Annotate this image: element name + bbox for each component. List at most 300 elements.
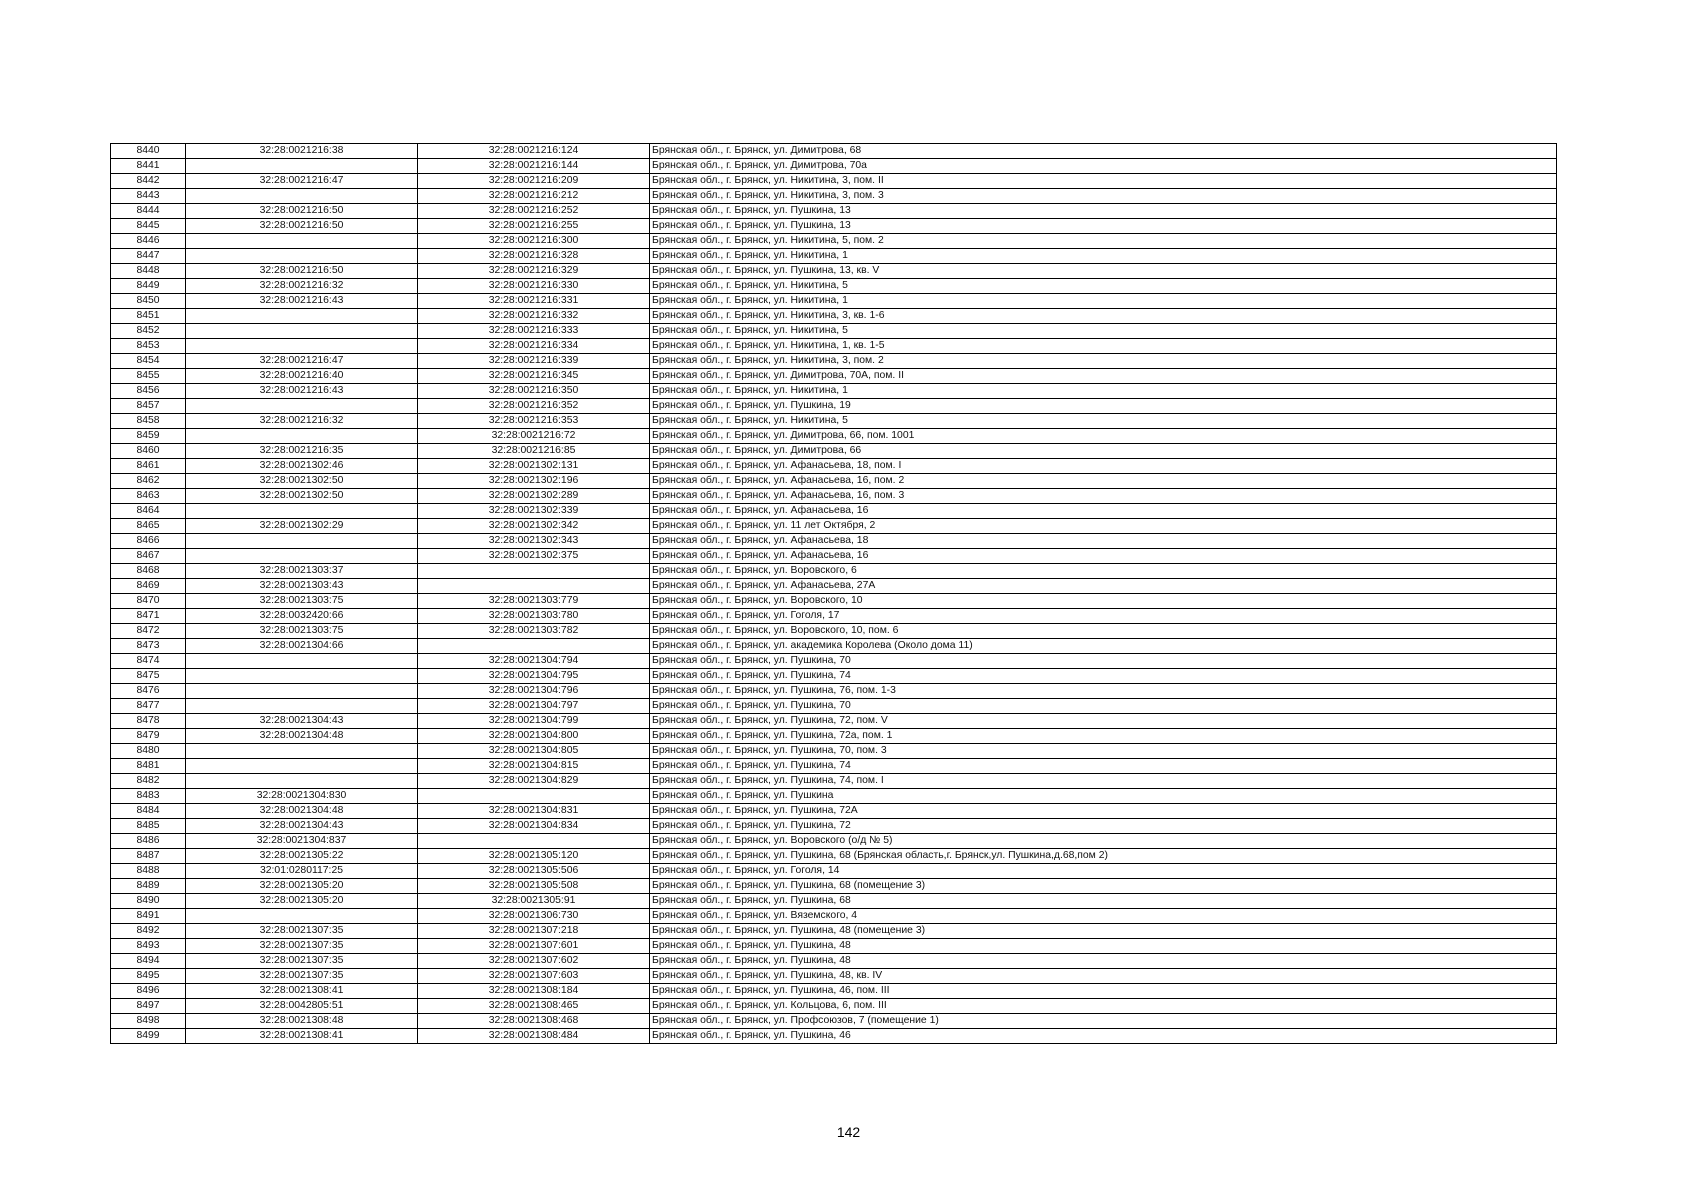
table-row — [111, 579, 1557, 594]
object-number-cell: 32:28:0021216:339 — [418, 354, 650, 369]
land-parcel-number-cell: 32:28:0021216:38 — [186, 144, 418, 159]
object-number-cell: 32:28:0021216:334 — [418, 339, 650, 354]
table-row — [111, 144, 1557, 159]
land-parcel-number-cell — [186, 534, 418, 549]
object-number-cell: 32:28:0021307:601 — [418, 939, 650, 954]
row-number-cell: 8479 — [111, 729, 186, 744]
object-number-cell — [418, 789, 650, 804]
address-cell: Брянская обл., г. Брянск, ул. Пушкина, 70 — [650, 654, 1557, 669]
address-cell: Брянская обл., г. Брянск, ул. Пушкина, 46, пом. III — [650, 984, 1557, 999]
object-number-cell: 32:28:0021308:468 — [418, 1014, 650, 1029]
object-number-cell: 32:28:0021305:91 — [418, 894, 650, 909]
row-number-cell: 8444 — [111, 204, 186, 219]
row-number-cell: 8484 — [111, 804, 186, 819]
land-parcel-number-cell: 32:28:0021216:32 — [186, 414, 418, 429]
object-number-cell: 32:28:0021303:782 — [418, 624, 650, 639]
row-number-cell: 8440 — [111, 144, 186, 159]
address-cell: Брянская обл., г. Брянск, ул. Никитина, 5, пом. 2 — [650, 234, 1557, 249]
land-parcel-number-cell: 32:28:0021307:35 — [186, 954, 418, 969]
row-number-cell: 8443 — [111, 189, 186, 204]
table-row — [111, 684, 1557, 699]
address-cell: Брянская обл., г. Брянск, ул. Пушкина, 74, пом. I — [650, 774, 1557, 789]
land-parcel-number-cell — [186, 234, 418, 249]
object-number-cell: 32:28:0021304:796 — [418, 684, 650, 699]
address-cell: Брянская обл., г. Брянск, ул. Пушкина, 13 — [650, 219, 1557, 234]
address-cell: Брянская обл., г. Брянск, ул. Пушкина, 19 — [650, 399, 1557, 414]
table-row — [111, 804, 1557, 819]
table-row — [111, 699, 1557, 714]
address-cell: Брянская обл., г. Брянск, ул. Никитина, 1 — [650, 384, 1557, 399]
row-number-cell: 8457 — [111, 399, 186, 414]
land-parcel-number-cell — [186, 324, 418, 339]
table-row — [111, 654, 1557, 669]
land-parcel-number-cell: 32:28:0021304:66 — [186, 639, 418, 654]
land-parcel-number-cell: 32:28:0021304:43 — [186, 819, 418, 834]
land-parcel-number-cell: 32:28:0021308:41 — [186, 1029, 418, 1044]
row-number-cell: 8481 — [111, 759, 186, 774]
land-parcel-number-cell — [186, 399, 418, 414]
row-number-cell: 8482 — [111, 774, 186, 789]
address-cell: Брянская обл., г. Брянск, ул. Никитина, 1 — [650, 249, 1557, 264]
row-number-cell: 8459 — [111, 429, 186, 444]
land-parcel-number-cell: 32:28:0021216:43 — [186, 294, 418, 309]
row-number-cell: 8485 — [111, 819, 186, 834]
row-number-cell: 8442 — [111, 174, 186, 189]
address-cell: Брянская обл., г. Брянск, ул. Никитина, 3, пом. 2 — [650, 354, 1557, 369]
object-number-cell: 32:28:0021216:328 — [418, 249, 650, 264]
row-number-cell: 8499 — [111, 1029, 186, 1044]
table-row — [111, 849, 1557, 864]
land-parcel-number-cell — [186, 909, 418, 924]
land-parcel-number-cell — [186, 429, 418, 444]
address-cell: Брянская обл., г. Брянск, ул. Афанасьева, 18, пом. I — [650, 459, 1557, 474]
table-row — [111, 624, 1557, 639]
address-cell: Брянская обл., г. Брянск, ул. Профсоюзов, 7 (помещение 1) — [650, 1014, 1557, 1029]
row-number-cell: 8465 — [111, 519, 186, 534]
land-parcel-number-cell: 32:28:0021216:50 — [186, 204, 418, 219]
land-parcel-number-cell: 32:28:0021302:29 — [186, 519, 418, 534]
land-parcel-number-cell — [186, 774, 418, 789]
table-row — [111, 549, 1557, 564]
table-row — [111, 429, 1557, 444]
row-number-cell: 8493 — [111, 939, 186, 954]
address-cell: Брянская обл., г. Брянск, ул. Пушкина, 13 — [650, 204, 1557, 219]
land-parcel-number-cell: 32:28:0021302:46 — [186, 459, 418, 474]
land-parcel-number-cell — [186, 309, 418, 324]
table-row — [111, 354, 1557, 369]
table-row — [111, 939, 1557, 954]
object-number-cell — [418, 564, 650, 579]
land-parcel-number-cell: 32:28:0021304:43 — [186, 714, 418, 729]
table-row — [111, 609, 1557, 624]
table-row — [111, 309, 1557, 324]
address-cell: Брянская обл., г. Брянск, ул. Никитина, 3, кв. 1-6 — [650, 309, 1557, 324]
address-cell: Брянская обл., г. Брянск, ул. Вяземского, 4 — [650, 909, 1557, 924]
row-number-cell: 8497 — [111, 999, 186, 1014]
row-number-cell: 8487 — [111, 849, 186, 864]
object-number-cell: 32:28:0021216:212 — [418, 189, 650, 204]
object-number-cell: 32:28:0021306:730 — [418, 909, 650, 924]
row-number-cell: 8486 — [111, 834, 186, 849]
object-number-cell: 32:28:0021303:779 — [418, 594, 650, 609]
row-number-cell: 8470 — [111, 594, 186, 609]
address-cell: Брянская обл., г. Брянск, ул. Пушкина — [650, 789, 1557, 804]
object-number-cell — [418, 579, 650, 594]
table-row — [111, 1029, 1557, 1044]
address-cell: Брянская обл., г. Брянск, ул. Димитрова, 66, пом. 1001 — [650, 429, 1557, 444]
table-row — [111, 474, 1557, 489]
address-cell: Брянская обл., г. Брянск, ул. 11 лет Октября, 2 — [650, 519, 1557, 534]
row-number-cell: 8463 — [111, 489, 186, 504]
address-cell: Брянская обл., г. Брянск, ул. Пушкина, 68 (Брянская область,г. Брянск,ул. Пушкина,д.68,пом 2) — [650, 849, 1557, 864]
object-number-cell: 32:28:0021216:333 — [418, 324, 650, 339]
address-cell: Брянская обл., г. Брянск, ул. Пушкина, 48 — [650, 939, 1557, 954]
row-number-cell: 8492 — [111, 924, 186, 939]
row-number-cell: 8451 — [111, 309, 186, 324]
land-parcel-number-cell: 32:28:0021216:47 — [186, 354, 418, 369]
object-number-cell: 32:28:0021216:330 — [418, 279, 650, 294]
address-cell: Брянская обл., г. Брянск, ул. Пушкина, 48 — [650, 954, 1557, 969]
address-cell: Брянская обл., г. Брянск, ул. Афанасьева, 16 — [650, 504, 1557, 519]
address-cell: Брянская обл., г. Брянск, ул. Пушкина, 72а, пом. 1 — [650, 729, 1557, 744]
object-number-cell: 32:28:0021216:252 — [418, 204, 650, 219]
address-cell: Брянская обл., г. Брянск, ул. Пушкина, 48 (помещение 3) — [650, 924, 1557, 939]
land-parcel-number-cell: 32:28:0021216:50 — [186, 219, 418, 234]
land-parcel-number-cell: 32:28:0032420:66 — [186, 609, 418, 624]
land-parcel-number-cell: 32:28:0021216:50 — [186, 264, 418, 279]
table-row — [111, 834, 1557, 849]
object-number-cell: 32:28:0021303:780 — [418, 609, 650, 624]
object-number-cell: 32:28:0021216:352 — [418, 399, 650, 414]
table-row — [111, 879, 1557, 894]
row-number-cell: 8441 — [111, 159, 186, 174]
land-parcel-number-cell: 32:28:0021304:830 — [186, 789, 418, 804]
land-parcel-number-cell: 32:28:0021303:75 — [186, 594, 418, 609]
table-row — [111, 999, 1557, 1014]
table-row — [111, 759, 1557, 774]
address-cell: Брянская обл., г. Брянск, ул. академика Королева (Около дома 11) — [650, 639, 1557, 654]
address-cell: Брянская обл., г. Брянск, ул. Димитрова, 68 — [650, 144, 1557, 159]
row-number-cell: 8445 — [111, 219, 186, 234]
table-row — [111, 984, 1557, 999]
table-row — [111, 279, 1557, 294]
address-cell: Брянская обл., г. Брянск, ул. Никитина, 5 — [650, 414, 1557, 429]
object-number-cell: 32:28:0021216:300 — [418, 234, 650, 249]
row-number-cell: 8498 — [111, 1014, 186, 1029]
row-number-cell: 8464 — [111, 504, 186, 519]
land-parcel-number-cell: 32:28:0021216:40 — [186, 369, 418, 384]
table-row — [111, 774, 1557, 789]
address-cell: Брянская обл., г. Брянск, ул. Пушкина, 74 — [650, 669, 1557, 684]
land-parcel-number-cell: 32:28:0021307:35 — [186, 924, 418, 939]
land-parcel-number-cell: 32:01:0280117:25 — [186, 864, 418, 879]
row-number-cell: 8496 — [111, 984, 186, 999]
row-number-cell: 8447 — [111, 249, 186, 264]
row-number-cell: 8474 — [111, 654, 186, 669]
object-number-cell: 32:28:0021302:196 — [418, 474, 650, 489]
row-number-cell: 8453 — [111, 339, 186, 354]
table-row — [111, 219, 1557, 234]
land-parcel-number-cell: 32:28:0021216:47 — [186, 174, 418, 189]
object-number-cell: 32:28:0021308:184 — [418, 984, 650, 999]
land-parcel-number-cell — [186, 669, 418, 684]
land-parcel-number-cell: 32:28:0021302:50 — [186, 474, 418, 489]
object-number-cell: 32:28:0021305:120 — [418, 849, 650, 864]
table-row — [111, 954, 1557, 969]
address-cell: Брянская обл., г. Брянск, ул. Димитрова, 66 — [650, 444, 1557, 459]
land-parcel-number-cell: 32:28:0021303:37 — [186, 564, 418, 579]
address-cell: Брянская обл., г. Брянск, ул. Никитина, 1, кв. 1-5 — [650, 339, 1557, 354]
table-row — [111, 1014, 1557, 1029]
table-row — [111, 264, 1557, 279]
object-number-cell: 32:28:0021304:805 — [418, 744, 650, 759]
table-row — [111, 969, 1557, 984]
row-number-cell: 8491 — [111, 909, 186, 924]
table-row — [111, 234, 1557, 249]
land-parcel-number-cell — [186, 504, 418, 519]
address-cell: Брянская обл., г. Брянск, ул. Пушкина, 13, кв. V — [650, 264, 1557, 279]
land-parcel-number-cell — [186, 189, 418, 204]
row-number-cell: 8471 — [111, 609, 186, 624]
object-number-cell: 32:28:0021305:508 — [418, 879, 650, 894]
address-cell: Брянская обл., г. Брянск, ул. Кольцова, 6, пом. III — [650, 999, 1557, 1014]
land-parcel-number-cell — [186, 759, 418, 774]
row-number-cell: 8466 — [111, 534, 186, 549]
address-cell: Брянская обл., г. Брянск, ул. Пушкина, 76, пом. 1-3 — [650, 684, 1557, 699]
object-number-cell — [418, 639, 650, 654]
page-number: 142 — [836, 1124, 861, 1140]
object-number-cell: 32:28:0021308:484 — [418, 1029, 650, 1044]
land-parcel-number-cell — [186, 744, 418, 759]
address-cell: Брянская обл., г. Брянск, ул. Гоголя, 17 — [650, 609, 1557, 624]
object-number-cell: 32:28:0021302:375 — [418, 549, 650, 564]
object-number-cell: 32:28:0021307:602 — [418, 954, 650, 969]
land-parcel-number-cell: 32:28:0021307:35 — [186, 969, 418, 984]
table-row — [111, 339, 1557, 354]
table-row — [111, 789, 1557, 804]
land-parcel-number-cell: 32:28:0021305:20 — [186, 894, 418, 909]
address-cell: Брянская обл., г. Брянск, ул. Пушкина, 74 — [650, 759, 1557, 774]
table-row — [111, 714, 1557, 729]
address-cell: Брянская обл., г. Брянск, ул. Пушкина, 72, пом. V — [650, 714, 1557, 729]
object-number-cell: 32:28:0021304:815 — [418, 759, 650, 774]
address-cell: Брянская обл., г. Брянск, ул. Никитина, 1 — [650, 294, 1557, 309]
address-cell: Брянская обл., г. Брянск, ул. Никитина, 5 — [650, 279, 1557, 294]
land-parcel-number-cell: 32:28:0021307:35 — [186, 939, 418, 954]
row-number-cell: 8488 — [111, 864, 186, 879]
land-parcel-number-cell: 32:28:0021303:43 — [186, 579, 418, 594]
land-parcel-number-cell: 32:28:0021216:43 — [186, 384, 418, 399]
object-number-cell: 32:28:0021307:218 — [418, 924, 650, 939]
land-parcel-number-cell — [186, 654, 418, 669]
table-row — [111, 864, 1557, 879]
cadastral-table — [110, 143, 1557, 1044]
row-number-cell: 8483 — [111, 789, 186, 804]
land-parcel-number-cell: 32:28:0021216:35 — [186, 444, 418, 459]
table-row — [111, 399, 1557, 414]
row-number-cell: 8458 — [111, 414, 186, 429]
address-cell: Брянская обл., г. Брянск, ул. Пушкина, 70 — [650, 699, 1557, 714]
address-cell: Брянская обл., г. Брянск, ул. Воровского, 6 — [650, 564, 1557, 579]
row-number-cell: 8450 — [111, 294, 186, 309]
row-number-cell: 8473 — [111, 639, 186, 654]
row-number-cell: 8461 — [111, 459, 186, 474]
object-number-cell — [418, 834, 650, 849]
object-number-cell: 32:28:0021304:795 — [418, 669, 650, 684]
table-row — [111, 909, 1557, 924]
row-number-cell: 8468 — [111, 564, 186, 579]
address-cell: Брянская обл., г. Брянск, ул. Воровского, 10 — [650, 594, 1557, 609]
address-cell: Брянская обл., г. Брянск, ул. Афанасьева, 16, пом. 3 — [650, 489, 1557, 504]
object-number-cell: 32:28:0021216:124 — [418, 144, 650, 159]
row-number-cell: 8452 — [111, 324, 186, 339]
object-number-cell: 32:28:0021216:144 — [418, 159, 650, 174]
land-parcel-number-cell — [186, 159, 418, 174]
row-number-cell: 8478 — [111, 714, 186, 729]
address-cell: Брянская обл., г. Брянск, ул. Пушкина, 68 — [650, 894, 1557, 909]
row-number-cell: 8469 — [111, 579, 186, 594]
table-row — [111, 324, 1557, 339]
table-row — [111, 639, 1557, 654]
row-number-cell: 8475 — [111, 669, 186, 684]
address-cell: Брянская обл., г. Брянск, ул. Воровского, 10, пом. 6 — [650, 624, 1557, 639]
land-parcel-number-cell: 32:28:0042805:51 — [186, 999, 418, 1014]
land-parcel-number-cell — [186, 549, 418, 564]
row-number-cell: 8489 — [111, 879, 186, 894]
object-number-cell: 32:28:0021216:255 — [418, 219, 650, 234]
table-row — [111, 489, 1557, 504]
object-number-cell: 32:28:0021216:353 — [418, 414, 650, 429]
table-row — [111, 924, 1557, 939]
object-number-cell: 32:28:0021302:131 — [418, 459, 650, 474]
table-row — [111, 174, 1557, 189]
land-parcel-number-cell — [186, 339, 418, 354]
object-number-cell: 32:28:0021216:85 — [418, 444, 650, 459]
object-number-cell: 32:28:0021302:343 — [418, 534, 650, 549]
object-number-cell: 32:28:0021304:834 — [418, 819, 650, 834]
table-row — [111, 444, 1557, 459]
table-row — [111, 519, 1557, 534]
land-parcel-number-cell: 32:28:0021216:32 — [186, 279, 418, 294]
address-cell: Брянская обл., г. Брянск, ул. Димитрова, 70А, пом. II — [650, 369, 1557, 384]
table-row — [111, 564, 1557, 579]
object-number-cell: 32:28:0021304:829 — [418, 774, 650, 789]
table-row — [111, 744, 1557, 759]
row-number-cell: 8456 — [111, 384, 186, 399]
row-number-cell: 8462 — [111, 474, 186, 489]
address-cell: Брянская обл., г. Брянск, ул. Никитина, 3, пом. II — [650, 174, 1557, 189]
land-parcel-number-cell: 32:28:0021302:50 — [186, 489, 418, 504]
address-cell: Брянская обл., г. Брянск, ул. Никитина, 5 — [650, 324, 1557, 339]
object-number-cell: 32:28:0021302:339 — [418, 504, 650, 519]
object-number-cell: 32:28:0021302:342 — [418, 519, 650, 534]
object-number-cell: 32:28:0021216:332 — [418, 309, 650, 324]
table-row — [111, 894, 1557, 909]
land-parcel-number-cell: 32:28:0021308:41 — [186, 984, 418, 999]
address-cell: Брянская обл., г. Брянск, ул. Афанасьева, 18 — [650, 534, 1557, 549]
object-number-cell: 32:28:0021307:603 — [418, 969, 650, 984]
table-row — [111, 204, 1557, 219]
table-row — [111, 594, 1557, 609]
land-parcel-number-cell: 32:28:0021305:22 — [186, 849, 418, 864]
address-cell: Брянская обл., г. Брянск, ул. Никитина, 3, пом. 3 — [650, 189, 1557, 204]
table-row — [111, 414, 1557, 429]
table-row — [111, 189, 1557, 204]
row-number-cell: 8490 — [111, 894, 186, 909]
address-cell: Брянская обл., г. Брянск, ул. Афанасьева, 27А — [650, 579, 1557, 594]
table-row — [111, 534, 1557, 549]
table-row — [111, 504, 1557, 519]
address-cell: Брянская обл., г. Брянск, ул. Димитрова, 70а — [650, 159, 1557, 174]
table-row — [111, 819, 1557, 834]
address-cell: Брянская обл., г. Брянск, ул. Пушкина, 48, кв. IV — [650, 969, 1557, 984]
object-number-cell: 32:28:0021305:506 — [418, 864, 650, 879]
land-parcel-number-cell — [186, 699, 418, 714]
land-parcel-number-cell: 32:28:0021304:48 — [186, 804, 418, 819]
table-row — [111, 294, 1557, 309]
object-number-cell: 32:28:0021304:797 — [418, 699, 650, 714]
object-number-cell: 32:28:0021216:331 — [418, 294, 650, 309]
address-cell: Брянская обл., г. Брянск, ул. Гоголя, 14 — [650, 864, 1557, 879]
object-number-cell: 32:28:0021302:289 — [418, 489, 650, 504]
land-parcel-number-cell — [186, 249, 418, 264]
object-number-cell: 32:28:0021216:329 — [418, 264, 650, 279]
row-number-cell: 8495 — [111, 969, 186, 984]
row-number-cell: 8494 — [111, 954, 186, 969]
object-number-cell: 32:28:0021216:345 — [418, 369, 650, 384]
land-parcel-number-cell: 32:28:0021304:48 — [186, 729, 418, 744]
address-cell: Брянская обл., г. Брянск, ул. Афанасьева, 16 — [650, 549, 1557, 564]
object-number-cell: 32:28:0021216:350 — [418, 384, 650, 399]
table-row — [111, 384, 1557, 399]
object-number-cell: 32:28:0021308:465 — [418, 999, 650, 1014]
object-number-cell: 32:28:0021304:799 — [418, 714, 650, 729]
land-parcel-number-cell: 32:28:0021308:48 — [186, 1014, 418, 1029]
address-cell: Брянская обл., г. Брянск, ул. Пушкина, 72А — [650, 804, 1557, 819]
address-cell: Брянская обл., г. Брянск, ул. Пушкина, 72 — [650, 819, 1557, 834]
row-number-cell: 8460 — [111, 444, 186, 459]
table-body — [111, 144, 1557, 1044]
address-cell: Брянская обл., г. Брянск, ул. Воровского (о/д № 5) — [650, 834, 1557, 849]
object-number-cell: 32:28:0021304:794 — [418, 654, 650, 669]
row-number-cell: 8467 — [111, 549, 186, 564]
land-parcel-number-cell: 32:28:0021304:837 — [186, 834, 418, 849]
table-row — [111, 159, 1557, 174]
address-cell: Брянская обл., г. Брянск, ул. Пушкина, 70, пом. 3 — [650, 744, 1557, 759]
address-cell: Брянская обл., г. Брянск, ул. Афанасьева, 16, пом. 2 — [650, 474, 1557, 489]
row-number-cell: 8472 — [111, 624, 186, 639]
object-number-cell: 32:28:0021216:209 — [418, 174, 650, 189]
object-number-cell: 32:28:0021216:72 — [418, 429, 650, 444]
row-number-cell: 8446 — [111, 234, 186, 249]
address-cell: Брянская обл., г. Брянск, ул. Пушкина, 68 (помещение 3) — [650, 879, 1557, 894]
object-number-cell: 32:28:0021304:800 — [418, 729, 650, 744]
row-number-cell: 8455 — [111, 369, 186, 384]
table-row — [111, 669, 1557, 684]
row-number-cell: 8449 — [111, 279, 186, 294]
object-number-cell: 32:28:0021304:831 — [418, 804, 650, 819]
row-number-cell: 8448 — [111, 264, 186, 279]
table-row — [111, 729, 1557, 744]
address-cell: Брянская обл., г. Брянск, ул. Пушкина, 46 — [650, 1029, 1557, 1044]
table-row — [111, 459, 1557, 474]
land-parcel-number-cell: 32:28:0021303:75 — [186, 624, 418, 639]
table-row — [111, 369, 1557, 384]
row-number-cell: 8476 — [111, 684, 186, 699]
land-parcel-number-cell — [186, 684, 418, 699]
row-number-cell: 8477 — [111, 699, 186, 714]
table-row — [111, 249, 1557, 264]
